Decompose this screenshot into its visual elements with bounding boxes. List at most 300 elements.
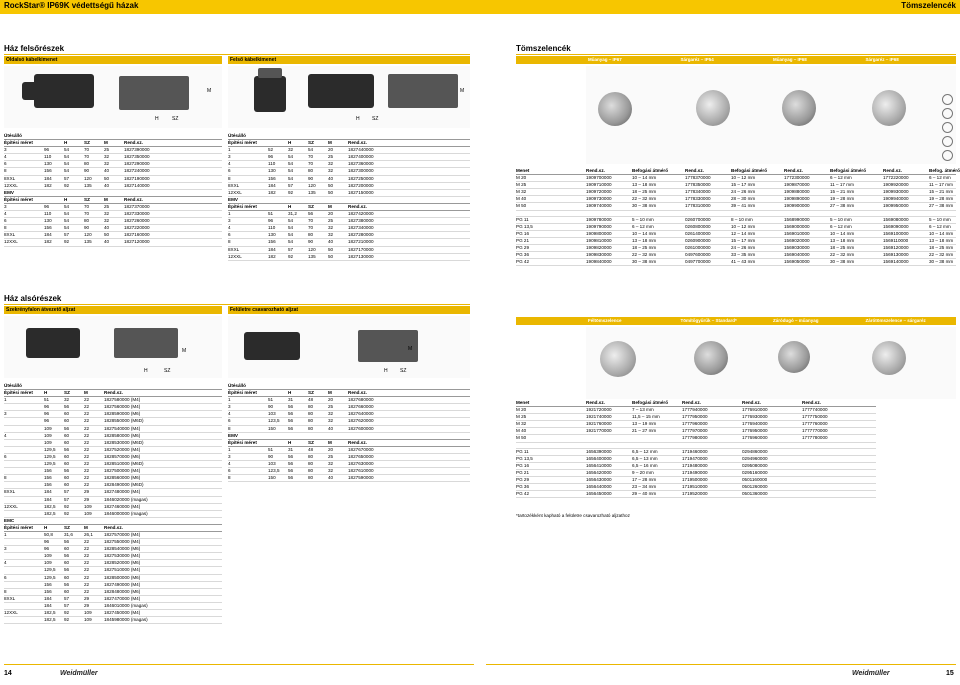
table-cell: Építési méret bbox=[4, 390, 33, 396]
table-cell: 92 bbox=[288, 189, 294, 195]
table-cell: 1828530000 (M6D) bbox=[104, 439, 144, 445]
table-cell: 1827490000 (M4) bbox=[104, 581, 141, 587]
table-cell: 135 bbox=[308, 189, 316, 195]
section-rule bbox=[4, 54, 470, 55]
certification-icon bbox=[942, 108, 953, 119]
col-muanyag-ip67: Műanyag – IP67 bbox=[588, 57, 622, 62]
table-row bbox=[4, 582, 222, 589]
table-cell: 70 bbox=[84, 154, 90, 160]
product-image-top bbox=[228, 66, 470, 128]
table-cell: 1 bbox=[228, 147, 231, 153]
table-cell: 1569050000 bbox=[784, 259, 810, 265]
table-cell: 103 bbox=[268, 411, 276, 417]
table-cell: 21 – 27 mm bbox=[632, 428, 657, 434]
table-cell: 1776930000 bbox=[742, 414, 768, 420]
table-cell: 40 bbox=[328, 239, 334, 245]
table-row bbox=[228, 225, 470, 232]
table-cell: 22 – 32 mm bbox=[929, 252, 954, 258]
table-cell: 130 bbox=[44, 161, 52, 167]
table-cell: 50 bbox=[328, 182, 334, 188]
table-row bbox=[4, 567, 222, 574]
section-label: Ütésálló bbox=[228, 133, 470, 140]
table-cell: 10 – 14 mm bbox=[632, 175, 657, 181]
table-cell: 80 bbox=[308, 461, 314, 467]
table-cell: 60 bbox=[64, 574, 70, 580]
table-cell: 80 bbox=[308, 411, 314, 417]
certification-icon bbox=[942, 94, 953, 105]
table-cell: 50 bbox=[328, 246, 334, 252]
table-row bbox=[516, 421, 876, 428]
col-tomitogyuruk: Tömítőgyűrűk – Standard* bbox=[680, 318, 737, 323]
table-cell: 13 – 18 mm bbox=[929, 237, 954, 243]
table-cell: 96 bbox=[44, 418, 50, 424]
table-cell bbox=[4, 447, 44, 453]
table-row bbox=[228, 147, 470, 154]
table-cell: 50,8 bbox=[44, 531, 53, 537]
table-cell: 50 bbox=[104, 232, 110, 238]
table-cell: 1827160000 bbox=[124, 232, 150, 238]
table-cell: 156 bbox=[44, 225, 52, 231]
table-cell: PG 16 bbox=[516, 230, 530, 236]
table-cell: 1827500000 (M4) bbox=[104, 468, 141, 474]
table-row bbox=[228, 218, 470, 225]
table-cell: 40 bbox=[104, 168, 110, 174]
table-cell: Rend.sz. bbox=[348, 203, 367, 209]
table-cell: 10 – 12 mm bbox=[731, 223, 756, 229]
table-row bbox=[228, 454, 470, 461]
table-cell: 40 bbox=[104, 239, 110, 245]
table-cell: Építési méret bbox=[228, 203, 257, 209]
table-cell: 30 – 38 mm bbox=[632, 203, 657, 209]
brand-logo-right: Weidmüller bbox=[852, 670, 890, 677]
table-cell: 12XXL bbox=[4, 503, 18, 509]
table-cell: 57 bbox=[288, 246, 294, 252]
table-cell bbox=[4, 404, 44, 410]
table-row bbox=[228, 418, 470, 425]
table-cell: 6 bbox=[228, 232, 231, 238]
table-row bbox=[4, 575, 222, 582]
table-cell: 32 bbox=[288, 147, 294, 153]
gland-images bbox=[586, 66, 956, 164]
table-cell: 109 bbox=[44, 425, 52, 431]
table-row bbox=[516, 196, 956, 203]
table-cell: 10 – 12 mm bbox=[731, 175, 756, 181]
table-row bbox=[516, 175, 956, 182]
table-cell: 182 bbox=[44, 239, 52, 245]
table-cell: 22 bbox=[84, 411, 90, 417]
col-feltomszelence: Féltömszelence bbox=[588, 318, 622, 323]
table-cell: 3 bbox=[4, 147, 7, 153]
table-cell: Rend.sz. bbox=[348, 439, 367, 445]
table-cell: 1776940000 bbox=[742, 421, 768, 427]
table-cell: 17 – 28 mm bbox=[632, 476, 657, 482]
table-cell: 1846020000 (magas) bbox=[104, 496, 148, 502]
table-row bbox=[4, 154, 222, 161]
table-cell: 1827640000 bbox=[348, 411, 374, 417]
table-cell bbox=[4, 461, 44, 467]
table-cell: 123,5 bbox=[268, 468, 280, 474]
dim-h: H bbox=[384, 368, 388, 374]
table-cell: 11,5 – 15 mm bbox=[632, 414, 660, 420]
table-cell: 31 bbox=[288, 397, 294, 403]
accessory-images bbox=[586, 327, 956, 399]
table-cell: 3 bbox=[4, 546, 7, 552]
table-cell: 22 bbox=[84, 574, 90, 580]
table-cell: 1656430000 bbox=[586, 476, 612, 482]
table-cell: 57 bbox=[64, 602, 70, 608]
table-cell: SZ bbox=[64, 390, 70, 396]
table-cell: SZ bbox=[84, 196, 90, 202]
table-cell: 12 – 14 mm bbox=[731, 230, 756, 236]
table-cell: 12XXL bbox=[4, 239, 18, 245]
table-cell: 32 bbox=[328, 161, 334, 167]
table-cell: 1827250000 bbox=[348, 175, 374, 181]
table-cell: 54 bbox=[288, 154, 294, 160]
top-bar bbox=[0, 0, 960, 14]
table-cell: PG 36 bbox=[516, 252, 530, 258]
table-cell: 1719490000 bbox=[682, 469, 708, 475]
table-row bbox=[228, 176, 470, 183]
dim-m: M bbox=[182, 348, 187, 354]
table-cell: 1719460000 bbox=[682, 448, 708, 454]
table-row bbox=[516, 449, 876, 456]
table-cell: 1827520000 (M4) bbox=[104, 446, 141, 452]
table-row bbox=[4, 589, 222, 596]
table-cell: H bbox=[288, 140, 292, 146]
table-row bbox=[4, 168, 222, 175]
table-cell: 23 – 34 mm bbox=[632, 484, 657, 490]
table-cell: 1719480000 bbox=[682, 462, 708, 468]
table-cell: 25 bbox=[328, 154, 334, 160]
table-row bbox=[228, 468, 470, 475]
table-cell: Menet bbox=[516, 168, 530, 173]
table-cell: 1827300000 bbox=[348, 168, 374, 174]
table-cell: 5 – 10 mm bbox=[929, 216, 951, 222]
table-cell: 1827140000 bbox=[124, 182, 150, 188]
table-cell: 22 – 32 mm bbox=[632, 196, 657, 202]
table-row bbox=[516, 224, 956, 231]
table-cell: 96 bbox=[44, 539, 50, 545]
table-cell: 1778340000 bbox=[685, 189, 711, 195]
table-cell: 4 bbox=[228, 411, 231, 417]
header-left: RockStar® IP69K védettségű házak bbox=[4, 1, 139, 10]
table-cell: 22 bbox=[84, 539, 90, 545]
section-title-tomsz: Tömszelencék bbox=[516, 44, 571, 53]
table-cell: 150 bbox=[268, 425, 276, 431]
table-cell: 3 bbox=[228, 218, 231, 224]
table-cell: M bbox=[328, 203, 332, 209]
table-cell: 1 bbox=[228, 397, 231, 403]
table-cell: 15 – 21 mm bbox=[929, 189, 954, 195]
table-cell: 22 bbox=[84, 397, 90, 403]
table-cell: 25 bbox=[104, 147, 110, 153]
table-cell: 1828570000 (M6) bbox=[104, 453, 141, 459]
dim-h: H bbox=[155, 116, 159, 122]
table-cell: Rend.sz. bbox=[784, 168, 803, 173]
table-cell: 4 bbox=[228, 225, 231, 231]
table-cell: 1909830000 bbox=[586, 252, 612, 258]
table-cell: 0295160000 bbox=[742, 469, 768, 475]
table-cell: 33 – 35 mm bbox=[731, 252, 756, 258]
table-cell: 1 bbox=[4, 397, 7, 403]
table-cell: 29 bbox=[84, 489, 90, 495]
table-cell: 1909880000 bbox=[784, 189, 810, 195]
table-cell: 1909870000 bbox=[784, 182, 810, 188]
table-cell: 11 – 17 mm bbox=[830, 182, 854, 188]
table-cell: 1845980000 (magas) bbox=[104, 617, 148, 623]
table-cell: 60 bbox=[64, 475, 70, 481]
table-cell: 109 bbox=[44, 432, 52, 438]
table-cell: 22 bbox=[84, 468, 90, 474]
table-cell: M bbox=[84, 390, 88, 396]
table-cell: 22 bbox=[84, 439, 90, 445]
table-cell: 56 bbox=[288, 453, 294, 459]
table-cell: 1827600000 bbox=[348, 425, 374, 431]
table-cell: Rend.sz. bbox=[802, 400, 821, 405]
table-cell: 6 bbox=[4, 161, 7, 167]
table-cell: PG 13,5 bbox=[516, 223, 533, 229]
table-cell: 1909800000 bbox=[586, 230, 612, 236]
table-cell: M bbox=[328, 140, 332, 146]
table-cell: 22 bbox=[84, 560, 90, 566]
product-image-surface bbox=[228, 316, 470, 378]
table-cell: 1827480000 (M4) bbox=[104, 489, 141, 495]
table-cell: Építési méret bbox=[4, 196, 33, 202]
table-row bbox=[516, 463, 876, 470]
table-cell: PG 42 bbox=[516, 259, 530, 265]
table-surface bbox=[228, 383, 470, 482]
table-row bbox=[4, 461, 222, 468]
table-row bbox=[516, 428, 876, 435]
table-cell: 120 bbox=[84, 232, 92, 238]
table-row bbox=[4, 617, 222, 624]
table-cell: 1569090000 bbox=[883, 223, 909, 229]
table-cell: 80 bbox=[308, 425, 314, 431]
table-cell: 56 bbox=[288, 411, 294, 417]
table-cell: H bbox=[44, 524, 48, 530]
table-cell: 70 bbox=[84, 203, 90, 209]
table-cell: 57 bbox=[64, 489, 70, 495]
table-cell: M bbox=[84, 524, 88, 530]
section-label: EMC bbox=[4, 518, 222, 525]
table-cell: 15 – 21 mm bbox=[830, 189, 855, 195]
table-cell: 1656440000 bbox=[586, 484, 612, 490]
table-cell: 70 bbox=[308, 161, 314, 167]
table-cell: 60 bbox=[64, 461, 70, 467]
table-cell: 129,5 bbox=[44, 461, 56, 467]
table-cell: 56 bbox=[64, 539, 70, 545]
table-cell: 70 bbox=[84, 211, 90, 217]
table-cell: 1776910000 bbox=[742, 407, 768, 413]
table-cell: 1827190000 bbox=[124, 175, 150, 181]
table-cell: 3 bbox=[228, 404, 231, 410]
table-row bbox=[228, 239, 470, 246]
table-cell: 6 bbox=[4, 574, 7, 580]
table-row bbox=[228, 247, 470, 254]
table-cell: 1828520000 (M6) bbox=[104, 560, 141, 566]
table-cell: 10 – 14 mm bbox=[830, 230, 855, 236]
page-number-right: 15 bbox=[946, 670, 954, 677]
table-row bbox=[4, 560, 222, 567]
table-cell: 3 bbox=[4, 411, 7, 417]
table-cell: 1777950000 bbox=[682, 414, 708, 420]
table-cell: 135 bbox=[84, 239, 92, 245]
table-cell: 1656420000 bbox=[586, 469, 612, 475]
table-row bbox=[4, 411, 222, 418]
table-row bbox=[228, 404, 470, 411]
table-cell: 0295080000 bbox=[742, 462, 768, 468]
table-cell: 1827280000 bbox=[348, 232, 374, 238]
table-row bbox=[4, 610, 222, 617]
table-cell: 8 bbox=[4, 225, 7, 231]
table-cell: 13 – 18 mm bbox=[830, 237, 855, 243]
dim-sz: SZ bbox=[400, 368, 407, 374]
table-row bbox=[516, 491, 876, 498]
dim-sz: SZ bbox=[172, 116, 179, 122]
table-cell: Befogási átmérő bbox=[830, 168, 866, 173]
table-row bbox=[4, 239, 222, 246]
table-cell: 6 bbox=[4, 218, 7, 224]
table-cell: 6 bbox=[4, 453, 7, 459]
table-cell: 32 bbox=[104, 161, 110, 167]
table-cell: 1777980000 bbox=[682, 435, 708, 441]
table-cell: 56 bbox=[64, 446, 70, 452]
table-cell: H bbox=[44, 390, 48, 396]
table-row bbox=[4, 426, 222, 433]
table-cell: M 40 bbox=[516, 428, 527, 434]
table-row bbox=[516, 245, 956, 252]
table-cell: 80 bbox=[308, 404, 314, 410]
table-cell: PG 29 bbox=[516, 244, 530, 250]
table-cell bbox=[4, 497, 44, 503]
table-cell: 129,5 bbox=[44, 567, 56, 573]
table-cell: M bbox=[104, 140, 108, 146]
table-cell: 1827340000 bbox=[348, 225, 374, 231]
table-cell: 1827120000 bbox=[124, 239, 150, 245]
table-cell: 1827350000 bbox=[124, 154, 150, 160]
table-row bbox=[4, 511, 222, 518]
table-cell: 10 – 14 mm bbox=[632, 230, 657, 236]
brand-logo-left: Weidmüller bbox=[60, 670, 98, 677]
table-cell: 54 bbox=[288, 232, 294, 238]
table-cell: 184 bbox=[268, 246, 276, 252]
table-row bbox=[4, 161, 222, 168]
table-cell: Rend.sz. bbox=[586, 168, 605, 173]
table-cell: 4 bbox=[4, 432, 7, 438]
table-cell bbox=[4, 418, 44, 424]
table-cell bbox=[802, 470, 876, 476]
table-header bbox=[228, 204, 470, 211]
table-header bbox=[228, 140, 470, 147]
table-cell: 1921720000 bbox=[586, 407, 612, 413]
table-cell: 30 – 38 mm bbox=[929, 259, 954, 265]
table-cell: Építési méret bbox=[4, 140, 33, 146]
table-cell: 22 bbox=[84, 404, 90, 410]
dim-m: M bbox=[460, 88, 465, 94]
table-cell: 1921760000 bbox=[586, 421, 612, 427]
table-cell: 1909740000 bbox=[586, 203, 612, 209]
table-cell bbox=[802, 477, 876, 483]
table-cell: 54 bbox=[64, 147, 70, 153]
dim-m: M bbox=[207, 88, 212, 94]
table-cell: 1827420000 bbox=[348, 211, 374, 217]
table-cell: 1 bbox=[228, 211, 231, 217]
table-cell: 70 bbox=[308, 218, 314, 224]
table-cell: 1827130000 bbox=[348, 253, 374, 259]
dim-h: H bbox=[144, 368, 148, 374]
table-cell: H bbox=[64, 196, 68, 202]
table-cell: 184 bbox=[44, 602, 52, 608]
table-cell: 24 – 26 mm bbox=[731, 189, 756, 195]
table-cell: 56 bbox=[288, 404, 294, 410]
table-cell: 27 – 38 mm bbox=[830, 203, 855, 209]
table-cell: 60 bbox=[64, 560, 70, 566]
table-cell: 0261400000 bbox=[685, 230, 711, 236]
table-cell: Befogási átmérő bbox=[731, 168, 767, 173]
table-row bbox=[228, 154, 470, 161]
footer-rule bbox=[4, 664, 474, 665]
table-cell: 13 – 19 mm bbox=[632, 421, 657, 427]
table-cell: 1909950000 bbox=[883, 203, 909, 209]
table-cell: H bbox=[288, 390, 292, 396]
table-cell: 18 – 25 mm bbox=[632, 244, 657, 250]
table-cell: 1828540000 (M6) bbox=[104, 546, 141, 552]
table-cell: 1778350000 bbox=[685, 182, 711, 188]
table-cell: 56 bbox=[64, 581, 70, 587]
table-cell: 96 bbox=[268, 154, 274, 160]
table-cell: 0497600000 bbox=[685, 252, 711, 258]
table-cell bbox=[802, 456, 876, 462]
table-cell: 90 bbox=[308, 239, 314, 245]
table-cell: 1909900000 bbox=[784, 203, 810, 209]
table-cell: 1569130000 bbox=[883, 252, 909, 258]
table-cell: 20 bbox=[328, 211, 334, 217]
table-cell: PG 29 bbox=[516, 476, 530, 482]
table-cell: 22 bbox=[84, 588, 90, 594]
table-cell: 22 bbox=[84, 581, 90, 587]
table-cell: 13 – 18 mm bbox=[632, 237, 657, 243]
col-zarodugo: Záródugó – műanyag bbox=[773, 318, 819, 323]
table-row bbox=[516, 484, 876, 491]
table-cell: 1776960000 bbox=[742, 435, 768, 441]
table-cell: 1827220000 bbox=[124, 225, 150, 231]
table-cell: 1827200000 bbox=[348, 182, 374, 188]
table-cell: 54 bbox=[64, 168, 70, 174]
table-cell: 1656400000 bbox=[586, 455, 612, 461]
certification-icon bbox=[942, 136, 953, 147]
table-cell: 109 bbox=[84, 510, 92, 516]
table-cell: 32 bbox=[328, 411, 334, 417]
table-cell: 56 bbox=[64, 404, 70, 410]
table-cell: 40 bbox=[328, 475, 334, 481]
table-cell: 6 bbox=[228, 468, 231, 474]
table-row bbox=[4, 553, 222, 560]
table-cell: 90 bbox=[268, 453, 274, 459]
certification-icon bbox=[942, 122, 953, 133]
table-cell bbox=[4, 553, 44, 559]
table-cell: 60 bbox=[64, 418, 70, 424]
table-row bbox=[4, 440, 222, 447]
table-cell: 1827580000 (M4) bbox=[104, 397, 141, 403]
table-cell: 1777760000 bbox=[802, 421, 828, 427]
table-cell: 32 bbox=[328, 468, 334, 474]
table-header bbox=[4, 140, 222, 147]
table-cell: 1772300000 bbox=[784, 175, 810, 181]
table-cell: 1569110000 bbox=[883, 237, 909, 243]
table-cell: 18 – 25 mm bbox=[929, 244, 954, 250]
table-cell: H bbox=[64, 140, 68, 146]
table-cell: Rend.sz. bbox=[348, 390, 367, 396]
